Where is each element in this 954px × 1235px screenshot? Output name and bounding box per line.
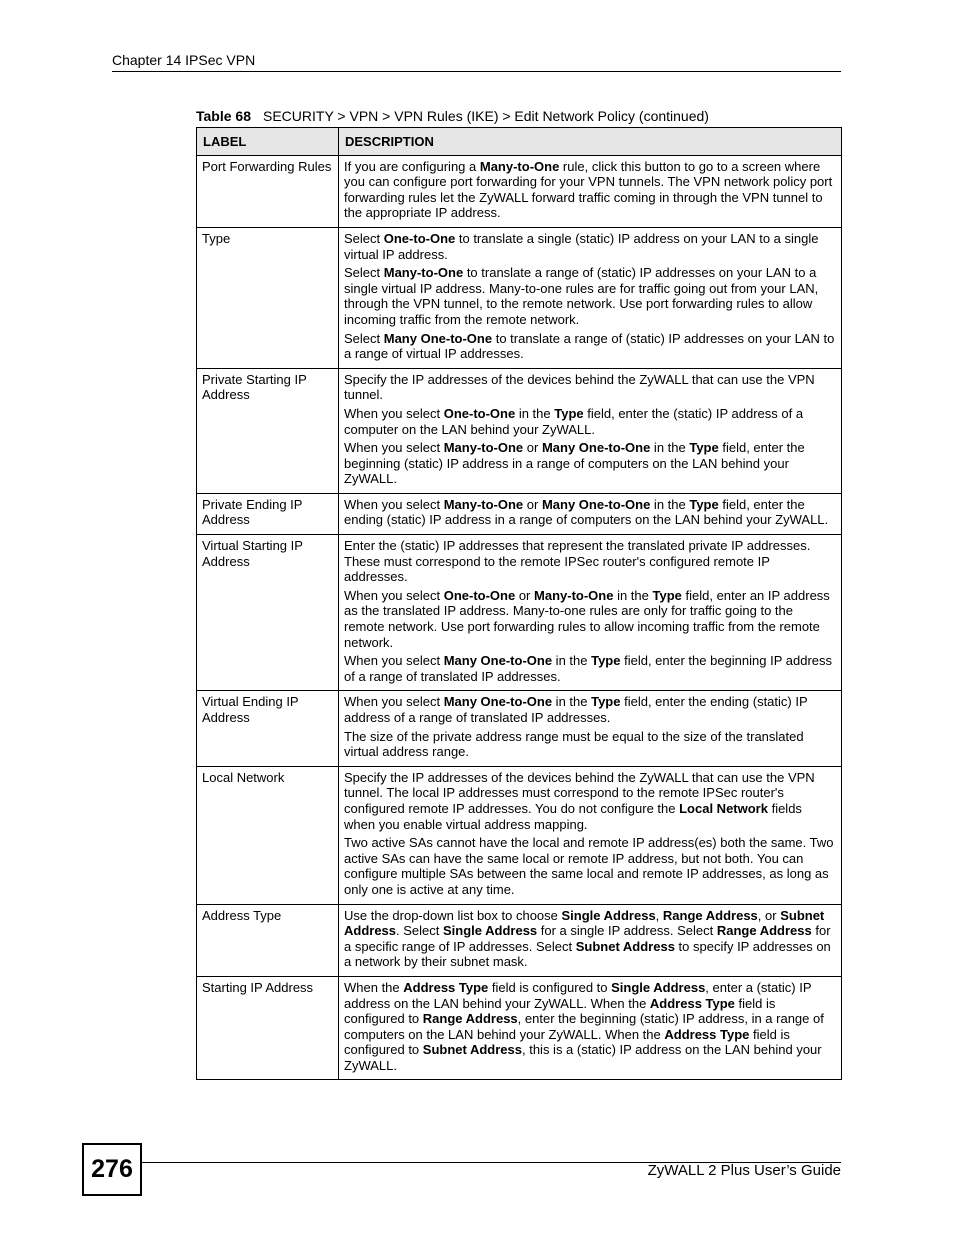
bold-term: Address Type: [403, 979, 489, 995]
text-run: rule, click this button to go to a screen where you can configure port forwarding for your VPN tunnels. The VPN network policy port forwarding rules let the ZyWALL forward traffic coming in through the VPN tunnel to the appropriate IP address.: [344, 158, 833, 221]
description-paragraph: [344, 231, 836, 262]
bold-term: Many-to-One: [479, 158, 560, 174]
text-run: , this is a (static) IP address on the LAN behind your ZyWALL.: [344, 1042, 822, 1073]
bold-term: Single Address: [561, 907, 656, 923]
row-description: [339, 766, 842, 904]
description-paragraph: [344, 538, 836, 585]
description-paragraph: [344, 331, 836, 362]
description-paragraph: [344, 440, 836, 487]
bold-term: Local Network: [679, 800, 768, 816]
description-paragraph: [344, 497, 836, 528]
bold-term: One-to-One: [443, 405, 516, 421]
bold-term: Range Address: [422, 1011, 518, 1027]
text-run: , enter the beginning (static) IP address, in a range of computers on the LAN behind your ZyWALL. When the: [344, 1011, 824, 1042]
text-run: fields when you enable virtual address mapping.: [344, 800, 802, 832]
text-run: Specify the IP addresses of the devices behind the ZyWALL that can use the VPN tunnel. The local IP addresses must correspond to the remote IPSec router's configured remote IP addresses. You do not configure the: [344, 769, 815, 816]
column-header-label: LABEL: [197, 128, 339, 156]
guide-title: ZyWALL 2 Plus User’s Guide: [647, 1162, 841, 1179]
description-paragraph: [344, 835, 836, 897]
description-paragraph: [344, 770, 836, 832]
bold-term: Type: [591, 694, 621, 710]
text-run: to translate a range of (static) IP addresses on your LAN to a single virtual IP address. Many-to-one rules are for traffic going out from your LAN, through the VPN tunnel, to the remote network. Use port forwarding rules to allow incoming traffic from the remote network.: [344, 265, 819, 327]
text-run: If you are configuring a: [344, 158, 480, 174]
text-run: field, enter the ending (static) IP address of a range of translated IP addresses.: [344, 694, 808, 725]
text-run: When you select: [344, 587, 444, 603]
description-paragraph: [344, 653, 836, 684]
description-paragraph: [344, 372, 836, 403]
description-paragraph: [344, 980, 836, 1074]
table-row: [197, 904, 842, 976]
bold-term: Subnet Address: [344, 907, 825, 939]
text-run: The size of the private address range must be equal to the size of the translated virtual address range.: [344, 728, 804, 760]
text-run: When you select: [344, 440, 444, 456]
bold-term: Type: [591, 653, 621, 669]
bold-term: Address Type: [664, 1026, 750, 1042]
bold-term: Range Address: [716, 923, 812, 939]
text-run: When the: [344, 979, 404, 995]
description-paragraph: [344, 588, 836, 650]
bold-term: Many-to-One: [443, 496, 524, 512]
table-caption: [196, 108, 709, 124]
table-row: [197, 155, 842, 227]
text-run: in the: [552, 653, 592, 669]
text-run: field, enter the beginning IP address of a range of translated IP addresses.: [344, 653, 833, 684]
text-run: for a single IP address. Select: [537, 923, 717, 939]
bold-term: Many One-to-One: [443, 653, 553, 669]
text-run: When you select: [344, 405, 444, 421]
bold-term: Many-to-One: [534, 587, 614, 603]
header-divider: [112, 71, 841, 72]
bold-term: Many One-to-One: [541, 440, 651, 456]
row-label: Private Starting IP Address: [197, 368, 339, 493]
table-row: [197, 535, 842, 691]
column-header-description: DESCRIPTION: [339, 128, 842, 156]
text-run: in the: [515, 405, 555, 421]
description-paragraph: [344, 406, 836, 437]
bold-term: Many One-to-One: [383, 330, 493, 346]
bold-term: Single Address: [611, 979, 706, 995]
row-label: Virtual Starting IP Address: [197, 535, 339, 691]
description-paragraph: [344, 729, 836, 760]
bold-term: Subnet Address: [422, 1042, 522, 1058]
text-run: field is configured to: [344, 1026, 790, 1058]
description-paragraph: [344, 908, 836, 970]
row-description: [339, 904, 842, 976]
text-run: for a specific range of IP addresses. Select: [344, 923, 831, 954]
text-run: When you select: [344, 694, 444, 710]
text-run: Select: [344, 330, 384, 346]
description-paragraph: [344, 265, 836, 327]
row-label: Private Ending IP Address: [197, 493, 339, 534]
text-run: in the: [552, 694, 592, 710]
row-description: [339, 227, 842, 368]
row-description: [339, 368, 842, 493]
text-run: field, enter an IP address as the translated IP address. Many-to-one rules are only for traffic going to the remote network. Use port forwarding rules to allow incoming traffic from the remote network.: [344, 587, 830, 650]
page-number: 276: [82, 1143, 142, 1196]
text-run: Specify the IP addresses of the devices behind the ZyWALL that can use the VPN tunnel.: [344, 371, 815, 403]
row-label: Local Network: [197, 766, 339, 904]
text-run: . Select: [396, 923, 443, 939]
text-run: field, enter the (static) IP address of a computer on the LAN behind your ZyWALL.: [344, 405, 804, 437]
bold-term: Many-to-One: [443, 440, 524, 456]
table-caption-label: Table 68: [196, 108, 251, 124]
bold-term: Many One-to-One: [443, 694, 553, 710]
bold-term: One-to-One: [383, 230, 456, 246]
row-label: Virtual Ending IP Address: [197, 691, 339, 766]
text-run: field, enter the ending (static) IP address in a range of computers on the LAN behind your ZyWALL.: [344, 496, 829, 528]
bold-term: Type: [652, 587, 682, 603]
text-run: When you select: [344, 496, 444, 512]
bold-term: Subnet Address: [575, 938, 675, 954]
table-row: [197, 691, 842, 766]
table-header-row: [197, 128, 842, 156]
text-run: Enter the (static) IP addresses that represent the translated private IP addresses. These must correspond to the remote IPSec router's configured remote IP addresses.: [344, 538, 811, 585]
text-run: Use the drop-down list box to choose: [344, 907, 562, 923]
row-description: [339, 976, 842, 1080]
table-row: [197, 368, 842, 493]
bold-term: Many-to-One: [383, 265, 464, 281]
bold-term: Type: [689, 440, 719, 456]
description-paragraph: [344, 694, 836, 725]
text-run: to specify IP addresses on a network by their subnet mask.: [344, 938, 831, 970]
text-run: Select: [344, 230, 384, 246]
text-run: Two active SAs cannot have the local and remote IP address(es) both the same. Two active SAs can have the same local or remote IP address, but not both. You can configure multiple SAs between the same local and remote IP addresses, as long as only one is active at any time.: [344, 835, 834, 897]
table-caption-text: SECURITY > VPN > VPN Rules (IKE) > Edit Network Policy (continued): [263, 108, 709, 124]
row-label: Starting IP Address: [197, 976, 339, 1080]
bold-term: Many One-to-One: [541, 496, 651, 512]
table-row: [197, 976, 842, 1080]
row-label: Type: [197, 227, 339, 368]
text-run: to translate a single (static) IP address on your LAN to a single virtual IP address.: [344, 230, 819, 262]
text-run: , enter a (static) IP address on the LAN behind your ZyWALL. When the: [344, 979, 812, 1011]
row-label: Address Type: [197, 904, 339, 976]
text-run: or: [523, 440, 542, 456]
field-description-table: [196, 127, 842, 1080]
bold-term: One-to-One: [443, 587, 516, 603]
table-row: [197, 493, 842, 534]
bold-term: Range Address: [662, 907, 758, 923]
text-run: When you select: [344, 653, 444, 669]
text-run: field is configured to: [344, 995, 776, 1027]
text-run: in the: [650, 496, 690, 512]
text-run: field is configured to: [488, 979, 612, 995]
row-description: [339, 155, 842, 227]
row-description: [339, 691, 842, 766]
text-run: ,: [655, 907, 663, 923]
table-row: [197, 227, 842, 368]
description-paragraph: [344, 159, 836, 221]
bold-term: Single Address: [443, 923, 538, 939]
text-run: or: [515, 587, 535, 603]
text-run: field, enter the beginning (static) IP address in a range of computers on the LAN behind your ZyWALL.: [344, 440, 805, 487]
text-run: in the: [613, 587, 653, 603]
bold-term: Type: [689, 496, 719, 512]
table-row: [197, 766, 842, 904]
text-run: , or: [757, 907, 781, 923]
row-description: [339, 493, 842, 534]
text-run: to translate a range of (static) IP addresses on your LAN to a range of virtual IP addresses.: [344, 330, 835, 362]
text-run: or: [523, 496, 542, 512]
bold-term: Address Type: [649, 995, 735, 1011]
text-run: Select: [344, 265, 384, 281]
row-label: Port Forwarding Rules: [197, 155, 339, 227]
text-run: in the: [650, 440, 690, 456]
row-description: [339, 535, 842, 691]
bold-term: Type: [554, 405, 584, 421]
chapter-header: Chapter 14 IPSec VPN: [112, 52, 256, 68]
